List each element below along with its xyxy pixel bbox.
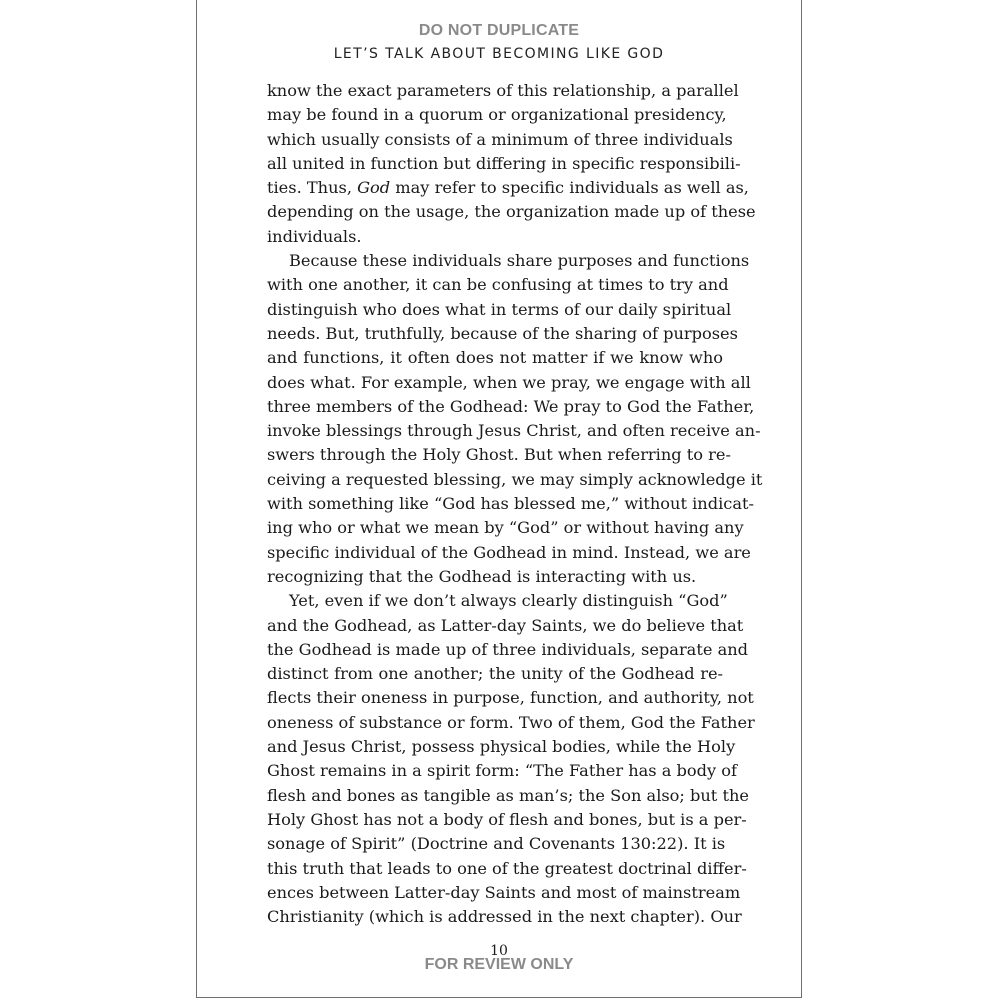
paragraph [267,79,756,249]
text-line: Because these individuals share purposes and functions [289,251,750,271]
text-line: swers through the Holy Ghost. But when referring to re- [267,445,731,465]
text-line: individuals. [267,226,362,246]
text-line: Holy Ghost has not a body of flesh and bones, but is a per- [267,809,747,829]
text-line: may be found in a quorum or organizational presidency, [267,105,727,125]
text-line: and functions, it often does not matter if we know who [267,348,723,368]
text-line: and Jesus Christ, possess physical bodies, while the Holy [267,737,736,757]
text-line: Ghost remains in a spirit form: “The Father has a body of [267,761,738,781]
text-line: this truth that leads to one of the greatest doctrinal differ- [267,858,747,878]
text-line: needs. But, truthfully, because of the sharing of purposes [267,323,738,343]
text-line: flesh and bones as tangible as man’s; the Son also; but the [267,785,749,805]
page-number: 10 [490,943,508,959]
running-head: LET’S TALK ABOUT BECOMING LIKE GOD [333,46,665,62]
text-line: oneness of substance or form. Two of them, God the Father [267,712,755,732]
text-line: does what. For example, when we pray, we engage with all [267,372,751,392]
text-line: Yet, even if we don’t always clearly distinguish “God” [289,591,728,611]
text-line: depending on the usage, the organization made up of these [267,202,756,222]
text-line: with something like “God has blessed me,” without indicat- [267,494,754,514]
watermark-bottom: FOR REVIEW ONLY [424,956,574,973]
text-line: and the Godhead, as Latter-day Saints, we do believe that [267,615,744,635]
text-line: recognizing that the Godhead is interacting with us. [267,566,697,586]
text-line: ences between Latter-day Saints and most of mainstream [267,882,741,902]
text-line: with one another, it can be confusing at times to try and [267,275,729,295]
text-line: ing who or what we mean by “God” or without having any [267,518,744,538]
text-line: know the exact parameters of this relationship, a parallel [267,81,739,100]
paragraph [267,589,755,929]
paragraph [267,249,763,589]
text-line: invoke blessings through Jesus Christ, and often receive an- [267,421,761,441]
text-line: sonage of Spirit” (Doctrine and Covenants 130:22). It is [267,834,726,854]
book-page [196,0,802,998]
text-line: flects their oneness in purpose, function, and authority, not [267,688,754,708]
text-line: specific individual of the Godhead in mind. Instead, we are [267,542,751,562]
text-line: ties. Thus, God may refer to specific individuals as well as, [267,178,749,198]
text-line: the Godhead is made up of three individuals, separate and [267,639,749,659]
text-line: distinct from one another; the unity of the Godhead re- [267,664,723,684]
text-line: Christianity (which is addressed in the next chapter). Our [267,907,742,927]
text-line: three members of the Godhead: We pray to God the Father, [267,396,755,416]
text-line: all united in function but differing in specific responsibili- [267,153,741,173]
text-line: distinguish who does what in terms of our daily spiritual [267,299,732,319]
watermark-top: DO NOT DUPLICATE [418,22,580,39]
text-line: ceiving a requested blessing, we may simply acknowledge it [267,469,763,489]
text-line: which usually consists of a minimum of three individuals [267,129,733,149]
body-text [267,79,763,929]
